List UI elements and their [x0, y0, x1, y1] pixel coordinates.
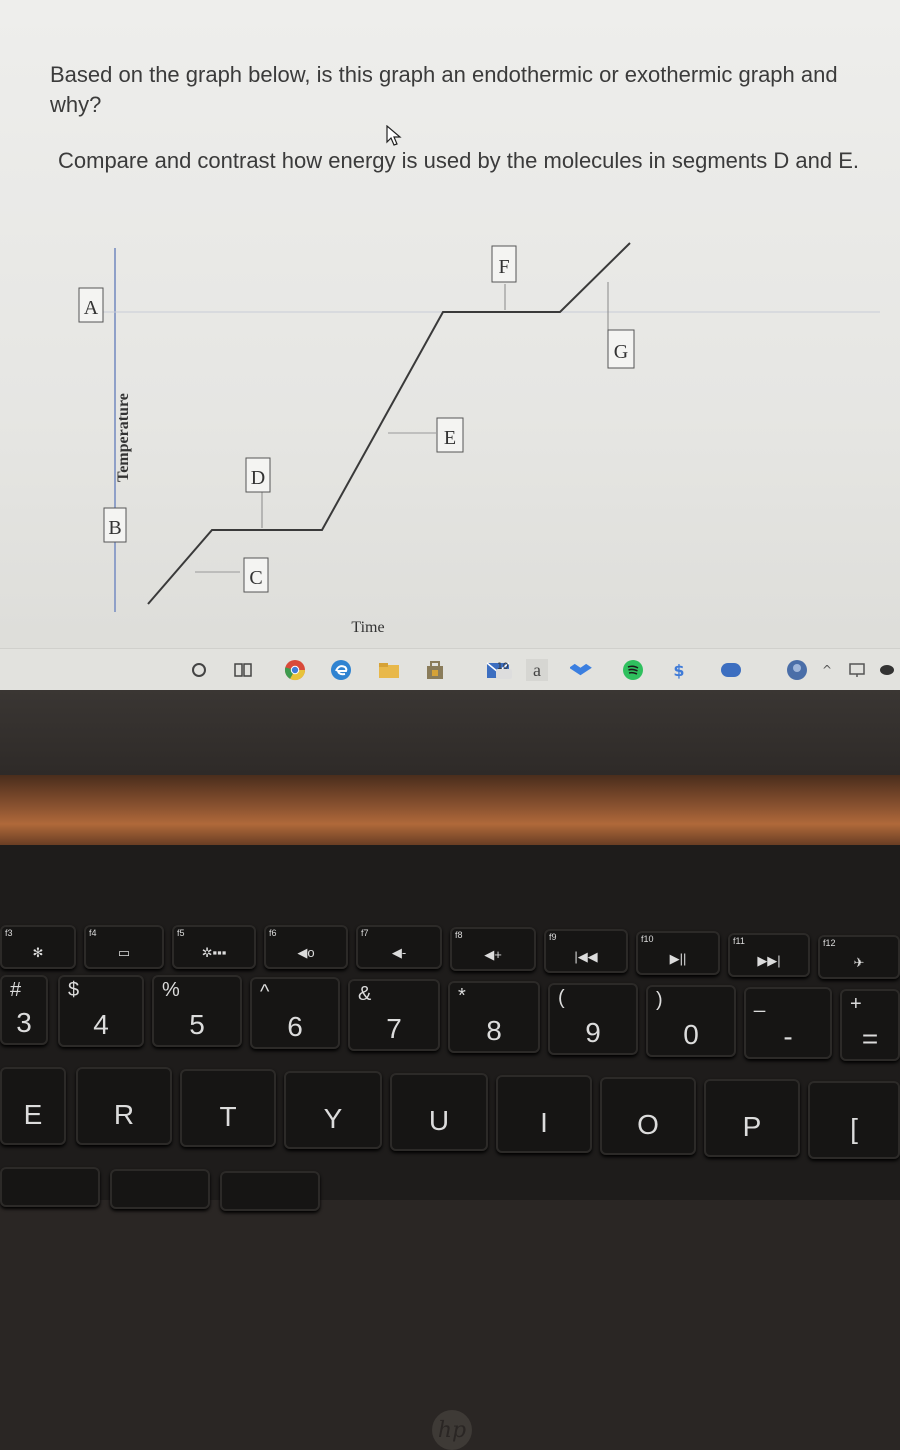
key-bottom-2[interactable]: [110, 1169, 210, 1209]
key-u[interactable]: U: [390, 1073, 488, 1151]
key-f6[interactable]: f6 ◀o: [264, 925, 348, 969]
key-f3[interactable]: f3 ✻: [0, 925, 76, 969]
chevron-up-icon[interactable]: ^: [821, 663, 833, 677]
key-f8[interactable]: f8 ◀+: [450, 927, 536, 971]
key-e[interactable]: E: [0, 1067, 66, 1145]
laptop-keyboard: [0, 845, 900, 1200]
battery-icon[interactable]: [876, 659, 898, 681]
key-y[interactable]: Y: [284, 1071, 382, 1149]
key-r[interactable]: R: [76, 1067, 172, 1145]
spotify-icon[interactable]: [622, 659, 644, 681]
key-f9[interactable]: f9 |◀◀: [544, 929, 628, 973]
key-3[interactable]: # 3: [0, 975, 48, 1045]
label-c: [244, 558, 268, 592]
mail-icon[interactable]: [486, 659, 512, 681]
svg-text:A: A: [83, 297, 99, 319]
key-f5[interactable]: f5 ✲▪▪▪: [172, 925, 256, 969]
user-icon[interactable]: [786, 659, 808, 681]
heating-curve-graph: [0, 0, 900, 648]
task-view-icon[interactable]: [232, 659, 254, 681]
key-equals[interactable]: + =: [840, 989, 900, 1061]
search-icon[interactable]: [188, 659, 210, 681]
svg-text:G: G: [613, 341, 629, 363]
svg-text:E: E: [443, 427, 457, 449]
label-a: [79, 288, 103, 322]
mail-badge: 10: [497, 662, 509, 672]
laptop-hinge: [0, 775, 900, 845]
key-o[interactable]: O: [600, 1077, 696, 1155]
question-endothermic: Based on the graph below, is this graph an endothermic or exothermic graph and why?: [50, 62, 838, 117]
svg-text:B: B: [108, 517, 122, 539]
edge-icon[interactable]: [330, 659, 352, 681]
key-9[interactable]: ( 9: [548, 983, 638, 1055]
dropbox-icon[interactable]: [570, 659, 592, 681]
key-f10[interactable]: f10 ▶||: [636, 931, 720, 975]
key-bracket[interactable]: [: [808, 1081, 900, 1159]
label-f: [492, 246, 516, 282]
store-icon[interactable]: [424, 659, 446, 681]
heating-curve-line: [148, 243, 630, 604]
key-f7[interactable]: f7 ◀-: [356, 925, 442, 969]
key-minus[interactable]: _ -: [744, 987, 832, 1059]
y-axis-label: Temperature: [115, 393, 132, 482]
key-6[interactable]: ^ 6: [250, 977, 340, 1049]
key-f11[interactable]: f11 ▶▶|: [728, 933, 810, 977]
svg-text:F: F: [498, 256, 510, 278]
question-compare-segments: Compare and contrast how energy is used by the molecules in segments D and E.: [58, 148, 859, 173]
money-icon[interactable]: $: [673, 660, 685, 680]
key-4[interactable]: $ 4: [58, 975, 144, 1047]
key-p[interactable]: P: [704, 1079, 800, 1157]
key-5[interactable]: % 5: [152, 975, 242, 1047]
amazon-icon[interactable]: a: [526, 659, 548, 681]
key-0[interactable]: ) 0: [646, 985, 736, 1057]
display-icon[interactable]: [846, 659, 868, 681]
key-i[interactable]: I: [496, 1075, 592, 1153]
taskbar: [0, 648, 900, 690]
chat-icon[interactable]: [720, 659, 742, 681]
key-bottom-3[interactable]: [220, 1171, 320, 1211]
svg-text:D: D: [250, 467, 266, 489]
label-b: [104, 508, 126, 542]
key-8[interactable]: * 8: [448, 981, 540, 1053]
x-axis-label: Time: [351, 619, 385, 636]
hp-logo: hp: [432, 1410, 472, 1450]
key-bottom-left[interactable]: [0, 1167, 100, 1207]
file-explorer-icon[interactable]: [378, 659, 400, 681]
key-7[interactable]: & 7: [348, 979, 440, 1051]
label-e: [437, 418, 463, 452]
key-f4[interactable]: f4 ▭: [84, 925, 164, 969]
svg-text:C: C: [249, 567, 263, 589]
chrome-icon[interactable]: [284, 659, 306, 681]
key-t[interactable]: T: [180, 1069, 276, 1147]
label-d: [246, 458, 270, 492]
key-f12[interactable]: f12 ✈: [818, 935, 900, 979]
label-g: [608, 330, 634, 368]
monitor-screen: [0, 0, 900, 690]
